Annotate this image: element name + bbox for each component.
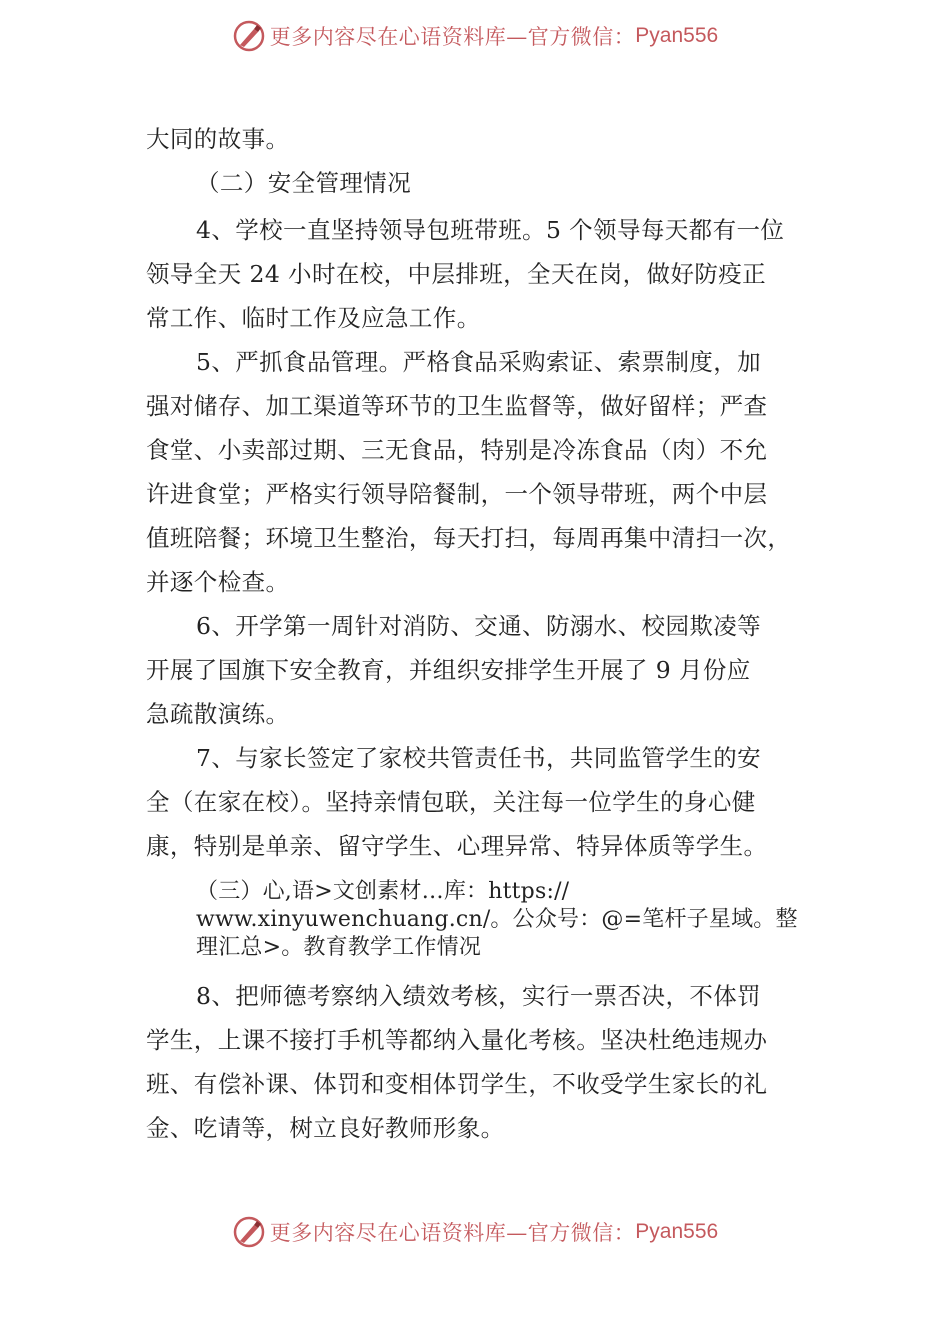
footer-banner [0,1212,950,1252]
watermark-line: （三）心,语>文创素材…库：https:// [196,879,570,904]
body-line: 并逐个检查。 [146,568,290,596]
banner-text: 更多内容尽在心语资料库—官方微信： [269,25,636,49]
body-line: 急疏散演练。 [146,700,290,728]
body-line: 8、把师德考察纳入绩效考核，实行一票否决，不体罚 [196,982,762,1010]
body-line: 许进食堂；严格实行领导陪餐制，一个领导带班，两个中层 [146,480,768,508]
body-line: 强对储存、加工渠道等环节的卫生监督等，做好留样；严查 [146,392,768,420]
body-line: 金、吃请等，树立良好教师形象。 [146,1114,505,1142]
body-line: 学生，上课不接打手机等都纳入量化考核。坚决杜绝违规办 [146,1026,768,1054]
watermark-line: 理汇总>。教育教学工作情况 [196,935,482,960]
pen-logo-icon [232,19,266,53]
body-line: 值班陪餐；环境卫生整治，每天打扫，每周再集中清扫一次， [146,524,792,552]
body-line: 康，特别是单亲、留守学生、心理异常、特异体质等学生。 [146,832,768,860]
body-line: 5、严抓食品管理。严格食品采购索证、索票制度，加 [196,348,762,376]
body-line: 全（在家在校）。坚持亲情包联，关注每一位学生的身心健 [146,788,756,816]
body-line: 班、有偿补课、体罚和变相体罚学生，不收受学生家长的礼 [146,1070,768,1098]
pen-logo-icon [232,1215,266,1249]
body-line: 7、与家长签定了家校共管责任书，共同监管学生的安 [196,744,762,772]
body-line: 常工作、临时工作及应急工作。 [146,304,481,332]
banner-wechat-id: Pyan556 [635,1220,719,1243]
header-banner [0,16,950,56]
section-heading: （二）安全管理情况 [196,169,412,197]
body-line: 领导全天 24 小时在校，中层排班，全天在岗，做好防疫正 [146,260,767,288]
body-line: 大同的故事。 [146,125,290,153]
watermark-line: www.xinyuwenchuang.cn/。公众号：@=笔杆子星域。整 [196,907,798,932]
body-line: 6、开学第一周针对消防、交通、防溺水、校园欺凌等 [196,612,762,640]
body-line: 开展了国旗下安全教育，并组织安排学生开展了 9 月份应 [146,656,751,684]
banner-text: 更多内容尽在心语资料库—官方微信： [269,1221,636,1245]
body-line: 食堂、小卖部过期、三无食品，特别是冷冻食品（肉）不允 [146,436,768,464]
body-line: 4、学校一直坚持领导包班带班。5 个领导每天都有一位 [196,216,785,244]
banner-wechat-id: Pyan556 [635,24,719,47]
